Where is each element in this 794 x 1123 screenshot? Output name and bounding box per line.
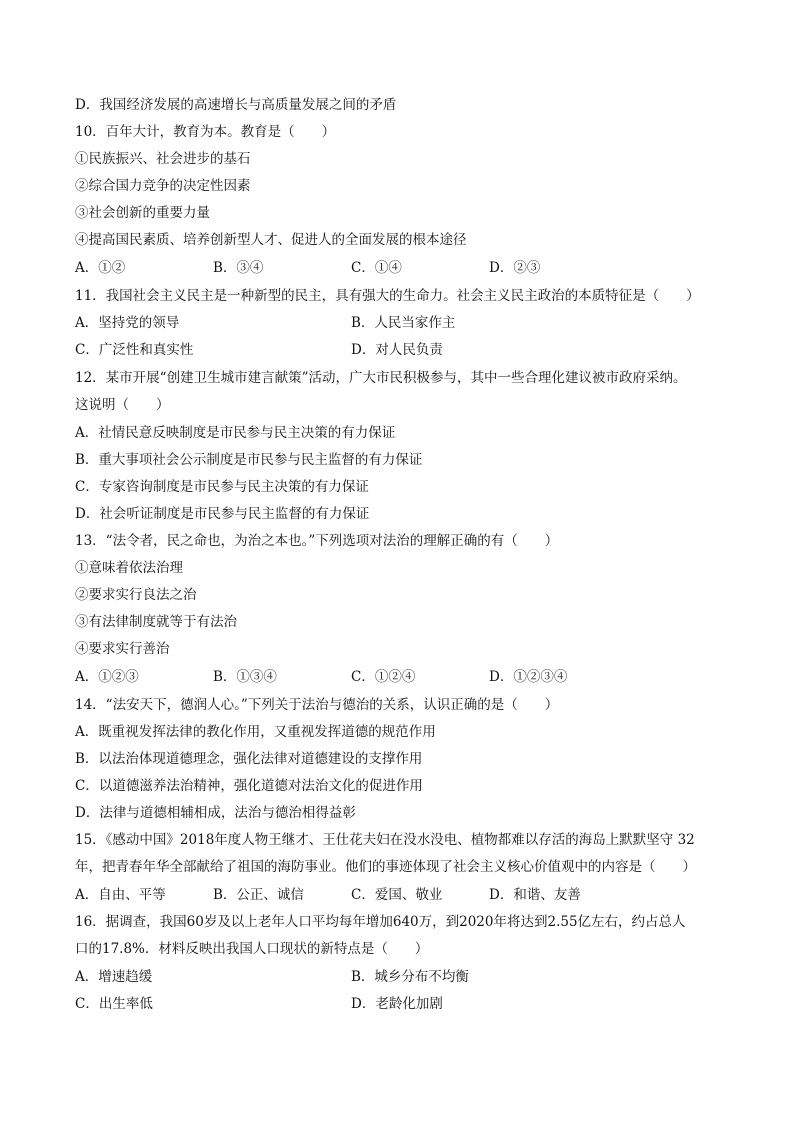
- question-10-item-4: ④提高国民素质、培养创新型人才、促进人的全面发展的根本途径: [75, 232, 467, 248]
- question-14-option-a: A．既重视发挥法律的教化作用，又重视发挥道德的规范作用: [75, 724, 436, 740]
- question-10-item-3: ③社会创新的重要力量: [75, 205, 210, 221]
- question-12-option-a: A．社情民意反映制度是市民参与民主决策的有力保证: [75, 425, 396, 441]
- question-15-option-b: B．公正、诚信: [213, 887, 304, 903]
- question-13-option-d: D．①②③④: [489, 669, 568, 685]
- question-13-option-b: B．①③④: [213, 669, 277, 685]
- question-14-stem: 14．“法安天下，德润人心。”下列关于法治与德治的关系，认识正确的是（ ）: [75, 697, 559, 713]
- question-11-stem: 11．我国社会主义民主是一种新型的民主，具有强大的生命力。社会主义民主政治的本质特征是（ ）: [75, 288, 700, 304]
- question-12-stem-line-1: 12．某市开展“创建卫生城市建言献策”活动，广大市民积极参与，其中一些合理化建议被市政府采纳。: [75, 370, 687, 386]
- question-10-option-d: D．②③: [489, 260, 541, 276]
- question-10-stem: 10．百年大计，教育为本。教育是（ ）: [75, 124, 336, 140]
- question-11-option-b: B．人民当家作主: [351, 315, 456, 331]
- question-13-item-3: ③有法律制度就等于有法治: [75, 614, 237, 630]
- question-10-item-2: ②综合国力竞争的决定性因素: [75, 178, 251, 194]
- question-13-item-4: ④要求实行善治: [75, 641, 170, 657]
- question-12-option-d: D．社会听证制度是市民参与民主监督的有力保证: [75, 506, 370, 522]
- question-15-option-d: D．和谐、友善: [489, 887, 581, 903]
- question-10-option-a: A．①②: [75, 260, 126, 276]
- question-16-option-b: B．城乡分布不均衡: [351, 969, 469, 985]
- question-16-stem-line-1: 16．据调查，我国60岁及以上老年人口平均每年增加640万，到2020年将达到2.55亿左右，约占总人: [75, 914, 686, 930]
- question-13-option-a: A．①②③: [75, 669, 139, 685]
- question-12-option-b: B．重大事项社会公示制度是市民参与民主监督的有力保证: [75, 452, 423, 468]
- question-16-option-a: A．增速趋缓: [75, 969, 153, 985]
- question-14-option-b: B．以法治体现道德理念，强化法律对道德建设的支撑作用: [75, 751, 423, 767]
- question-11-option-d: D．对人民负责: [351, 342, 443, 358]
- question-16-stem-line-2: 口的17.8%．材料反映出我国人口现状的新特点是（ ）: [75, 941, 429, 957]
- question-14-option-d: D．法律与道德相辅相成，法治与德治相得益彰: [75, 805, 356, 821]
- question-16-option-c: C．出生率低: [75, 996, 153, 1012]
- question-15-option-a: A．自由、平等: [75, 887, 166, 903]
- question-16-option-d: D．老龄化加剧: [351, 996, 443, 1012]
- question-9-option-d: D．我国经济发展的高速增长与高质量发展之间的矛盾: [75, 97, 397, 113]
- question-11-option-a: A．坚持党的领导: [75, 315, 180, 331]
- question-12-stem-line-2: 这说明（ ）: [75, 397, 170, 413]
- question-15-stem-line-2: 年，把青春年华全部献给了祖国的海防事业。他们的事迹体现了社会主义核心价值观中的内容是（ ）: [75, 859, 696, 875]
- question-10-item-1: ①民族振兴、社会进步的基石: [75, 151, 251, 167]
- question-13-item-1: ①意味着依法治理: [75, 560, 183, 576]
- question-13-option-c: C．①②④: [351, 669, 416, 685]
- question-10-option-b: B．③④: [213, 260, 264, 276]
- question-15-option-c: C．爱国、敬业: [351, 887, 443, 903]
- question-15-stem-line-1: 15．《感动中国》2018年度人物王继才、王仕花夫妇在没水没电、植物都难以存活的海岛上默默坚守 32: [75, 832, 695, 848]
- question-10-option-c: C．①④: [351, 260, 402, 276]
- question-13-item-2: ②要求实行良法之治: [75, 587, 197, 603]
- question-14-option-c: C．以道德滋养法治精神，强化道德对法治文化的促进作用: [75, 778, 423, 794]
- question-12-option-c: C．专家咨询制度是市民参与民主决策的有力保证: [75, 479, 369, 495]
- question-13-stem: 13．“法令者，民之命也，为治之本也。”下列选项对法治的理解正确的有（ ）: [75, 533, 559, 549]
- question-11-option-c: C．广泛性和真实性: [75, 342, 194, 358]
